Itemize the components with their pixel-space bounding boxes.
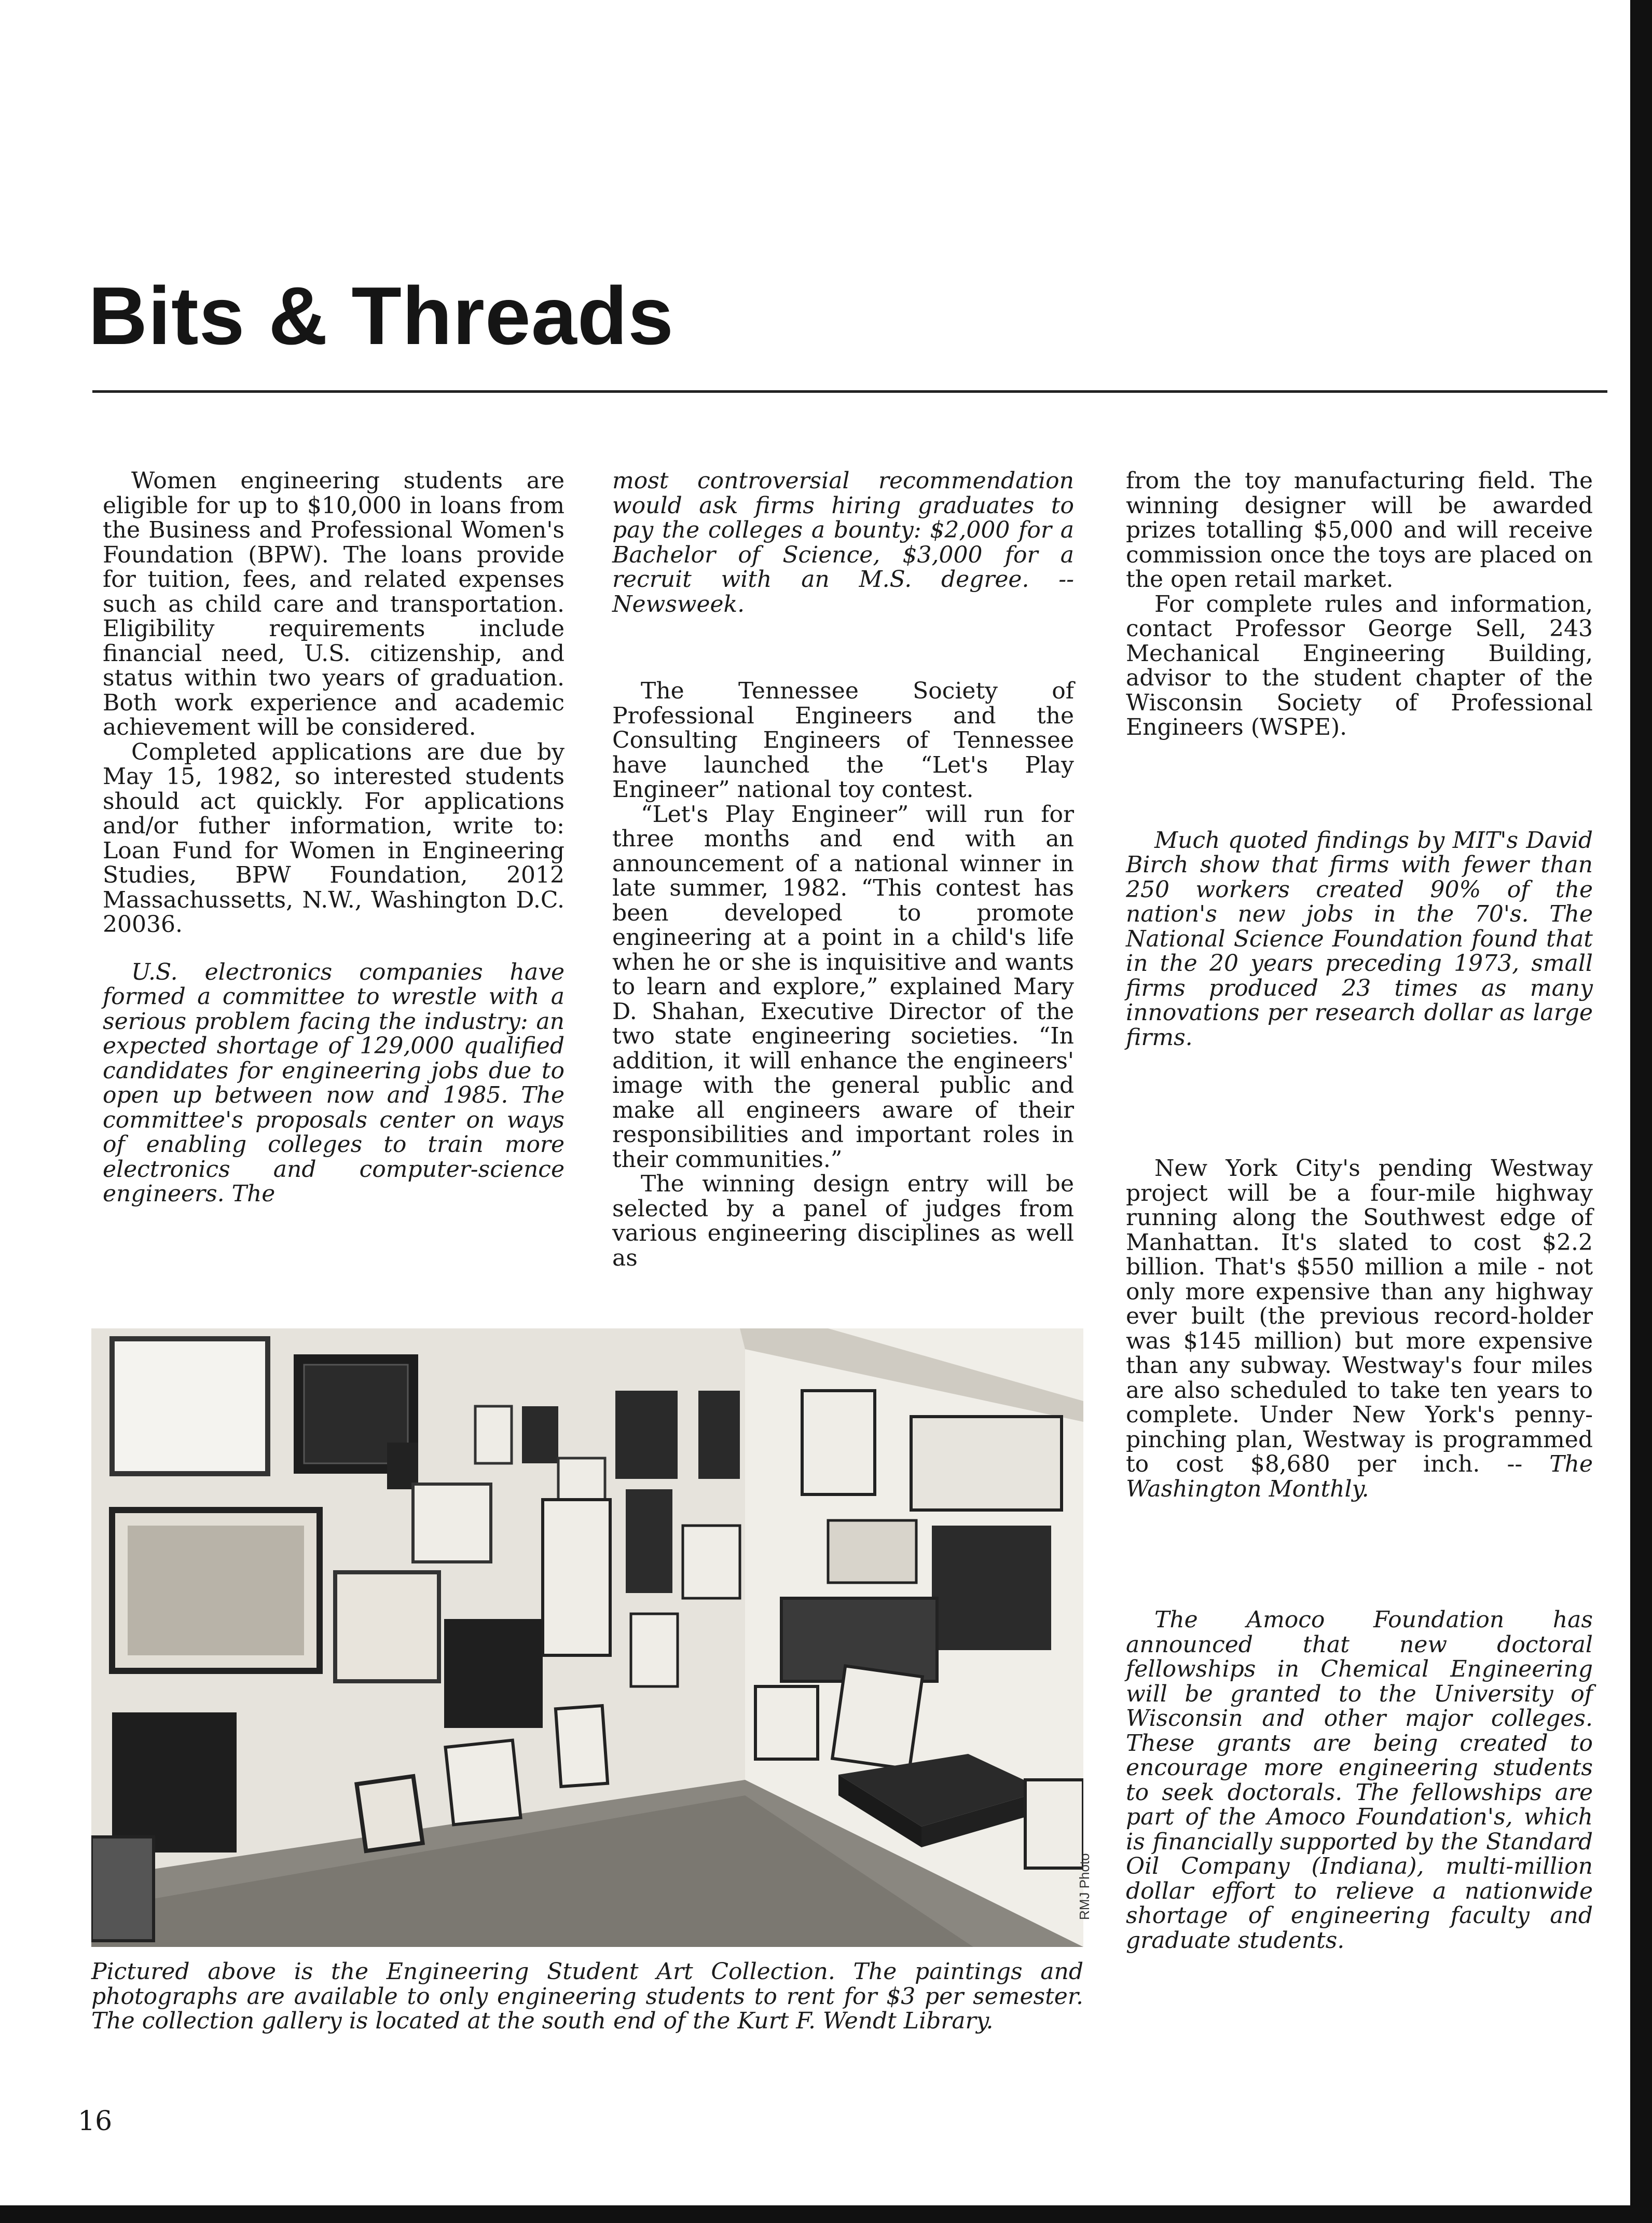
art-gallery-photo <box>91 1328 1083 1947</box>
page-number: 16 <box>78 2106 113 2137</box>
photo-credit: RMJ Photo <box>1077 1853 1092 1920</box>
amoco-paragraph: The Amoco Foundation has announced that new doctoral fellowships in Chemical Engineering will be granted to the University of Wisconsin and other major colleges. These grants are being created to encourage more engineering students to seek doctorals. The fellowships are part of the Amoco Foundation's, which is financially supported by the Standard Oil Company (Indiana), multi-million dollar effort to relieve a nationwide shortage of engineering faculty and graduate students. <box>1126 1607 1593 1954</box>
electronics-shortage-continued: most controversial recommendation would ask firms hiring graduates to pay the colleges a bounty: $2,000 for a Bachelor of Science, $3,000 for a recruit with an M.S. degree. -- Newsweek. <box>612 468 1074 618</box>
bpw-applications-paragraph: Completed applications are due by May 15, 1982, so interested students should act quickly. For applications and/or futher information, write to: Loan Fund for Women in Engineering Studies, BPW Foundation, 2012 Massachussetts, N.W., Washington D.C. 20036. <box>103 738 565 938</box>
toy-contest-details: “Let's Play Engineer” will run for three months and end with an announcement of a national winner in late summer, 1982. “This contest has been developed to promote engineering at a point in a child's life when he or she is inquisitive and wants to learn and explore,” explained Mary D. Shahan, Executive Director of the two state engineering societies. “In addition, it will enhance the engineers' image with the general public and make all engineers aware of their responsibilities and important roles in their communities.” <box>612 801 1074 1173</box>
page-title: Bits & Threads <box>88 270 674 362</box>
toy-contest-contact: For complete rules and information, contact Professor George Sell, 243 Mechanical Engineering Building, advisor to the student chapter of the Wisconsin Society of Professional Engineers (WSPE). <box>1126 591 1593 740</box>
small-firms-paragraph: Much quoted findings by MIT's David Birch show that firms with fewer than 250 workers created 90% of the nation's new jobs in the 70's. The National Science Foundation found that in the 20 years preceding 1973, small firms produced 23 times as many innovations per research dollar as large firms. <box>1126 827 1593 1051</box>
electronics-shortage-paragraph: U.S. electronics companies have formed a committee to wrestle with a serious problem facing the industry: an expected shortage of 129,000 qualified candidates for engineering jobs due to open up between now and 1985. The committee's proposals center on ways of enabling colleges to train more electronics and computer-science engineers. The <box>103 958 565 1207</box>
column-2 <box>612 469 1074 1270</box>
title-divider <box>92 390 1607 393</box>
toy-contest-continued: from the toy manufacturing field. The winning designer will be awarded prizes totalling $5,000 and will receive commission once the toys are placed on the open retail market. <box>1126 468 1593 593</box>
westway-paragraph <box>1126 1156 1593 1501</box>
scan-edge-right <box>1630 0 1652 2223</box>
column-1 <box>103 469 565 1206</box>
column-3 <box>1126 469 1593 1953</box>
bpw-loans-paragraph: Women engineering students are eligible for up to $10,000 in loans from the Business and Professional Women's Foundation (BPW). The loans provide for tuition, fees, and related expenses such as child care and transportation. Eligibility requirements include financial need, U.S. citizenship, and status within two years of graduation. Both work experience and academic achievement will be considered. <box>103 468 565 740</box>
toy-contest-judging: The winning design entry will be selected by a panel of judges from various engineering disciplines as well as <box>612 1171 1074 1271</box>
toy-contest-intro: The Tennessee Society of Professional Engineers and the Consulting Engineers of Tennessee have launched the “Let's Play Engineer” national toy contest. <box>612 678 1074 803</box>
westway-text: New York City's pending Westway project will be a four-mile highway running along the Southwest edge of Manhattan. It's slated to cost $2.2 billion. That's $550 million a mile - not only more expensive than any highway ever built (the previous record-holder was $145 million) but more expensive than any subway. Westway's four miles are also scheduled to take ten years to complete. Under New York's penny-pinching plan, Westway is programmed to cost $8,680 per inch. -- <box>1126 1155 1593 1477</box>
photo-caption: Pictured above is the Engineering Student Art Collection. The paintings and photographs are available to only engineering students to rent for $3 per semester. The collection gallery is located at the south end of the Kurt F. Wendt Library. <box>91 1958 1083 2034</box>
westway-source: The Washington Monthly. <box>1126 1451 1593 1502</box>
scan-edge-bottom <box>0 2205 1652 2223</box>
